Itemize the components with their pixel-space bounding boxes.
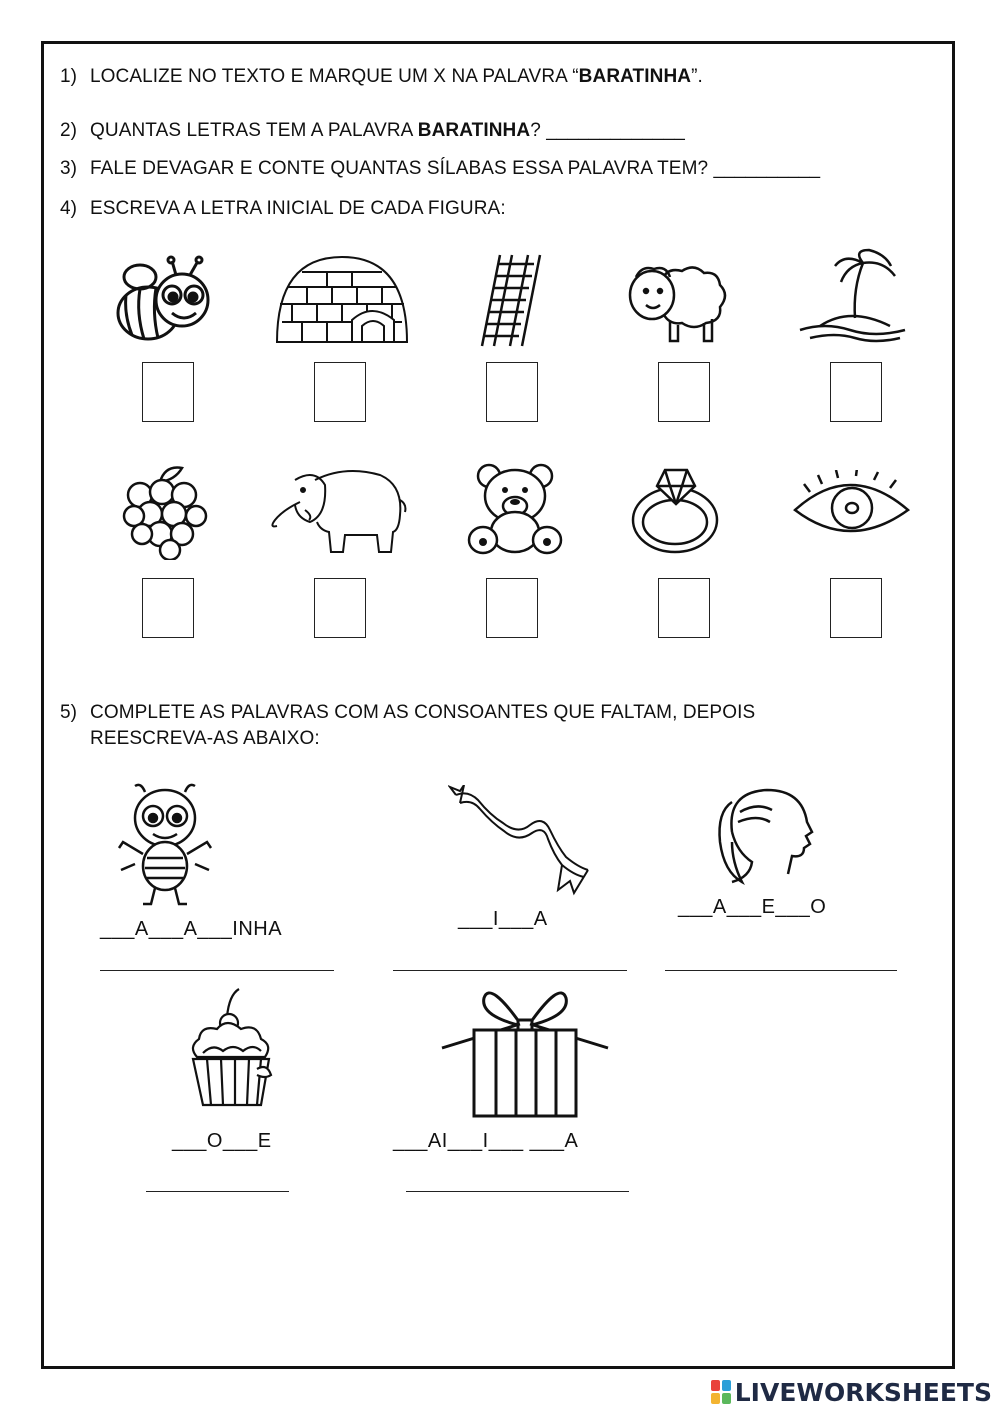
elephant-icon: [265, 460, 410, 560]
igloo-icon: [272, 252, 412, 347]
sheep-icon: [622, 255, 732, 345]
cupcake-icon: [183, 987, 278, 1112]
answer-box-ladder[interactable]: [486, 362, 538, 422]
logo-square-red: [711, 1380, 720, 1391]
answer-line-5[interactable]: [406, 1191, 629, 1192]
question-text-end: ”.: [691, 66, 703, 87]
answer-line-4[interactable]: [146, 1191, 289, 1192]
word-puzzle-2: ___I___A: [458, 908, 548, 930]
question-text: LOCALIZE NO TEXTO E MARQUE UM X NA PALAVRA “: [90, 66, 579, 87]
question-2: [60, 120, 685, 142]
question-text: FALE DEVAGAR E CONTE QUANTAS SÍLABAS ESSA PALAVRA TEM? __________: [90, 158, 821, 179]
question-3: [60, 158, 820, 180]
answer-line-2[interactable]: [393, 970, 627, 971]
liveworksheets-brand: [711, 1377, 992, 1407]
brand-logo-icon: [711, 1380, 731, 1404]
question-number: 1): [60, 66, 78, 87]
question-4: [60, 198, 506, 220]
cockroach-character-icon: [115, 780, 215, 910]
answer-line-1[interactable]: [100, 970, 334, 971]
keyword: BARATINHA: [578, 66, 692, 87]
question-number: 2): [60, 120, 78, 141]
answer-box-eye[interactable]: [830, 578, 882, 638]
keyword: BARATINHA: [417, 120, 531, 141]
woman-profile-icon: [712, 782, 822, 892]
answer-box-island[interactable]: [830, 362, 882, 422]
question-text: ESCREVA A LETRA INICIAL DE CADA FIGURA:: [90, 198, 506, 219]
question-text: QUANTAS LETRAS TEM A PALAVRA: [90, 120, 418, 141]
logo-square-blue: [722, 1380, 731, 1391]
ladder-icon: [478, 250, 548, 350]
word-puzzle-4: ___O___E: [172, 1130, 272, 1152]
word-puzzle-3: ___A___E___O: [678, 896, 827, 918]
answer-box-igloo[interactable]: [314, 362, 366, 422]
teddy-bear-icon: [465, 458, 565, 558]
brand-text: LIVEWORKSHEETS: [734, 1377, 992, 1407]
answer-box-sheep[interactable]: [658, 362, 710, 422]
answer-box-teddy-bear[interactable]: [486, 578, 538, 638]
answer-box-bee[interactable]: [142, 362, 194, 422]
question-text-line2: REESCREVA-AS ABAIXO:: [90, 728, 320, 749]
question-1: [60, 66, 703, 88]
logo-square-green: [722, 1393, 731, 1404]
gift-box-icon: [440, 990, 610, 1120]
logo-square-yellow: [711, 1393, 720, 1404]
eye-icon: [790, 470, 915, 550]
answer-box-elephant[interactable]: [314, 578, 366, 638]
island-icon: [795, 248, 910, 348]
bee-icon: [110, 255, 220, 345]
grapes-icon: [120, 460, 210, 560]
question-5: [60, 700, 910, 752]
answer-line-3[interactable]: [665, 970, 897, 971]
ribbon-icon: [448, 785, 598, 900]
question-text: COMPLETE AS PALAVRAS COM AS CONSOANTES QUE FALTAM, DEPOIS: [90, 702, 756, 723]
word-puzzle-5: ___AI___I___ ___A: [393, 1130, 579, 1152]
question-number: 5): [60, 702, 78, 723]
answer-box-grapes[interactable]: [142, 578, 194, 638]
question-text-end: ? _____________: [530, 120, 685, 141]
answer-box-ring[interactable]: [658, 578, 710, 638]
question-number: 3): [60, 158, 78, 179]
word-puzzle-1: ___A___A___INHA: [100, 918, 283, 940]
question-number: 4): [60, 198, 78, 219]
ring-icon: [625, 460, 725, 560]
